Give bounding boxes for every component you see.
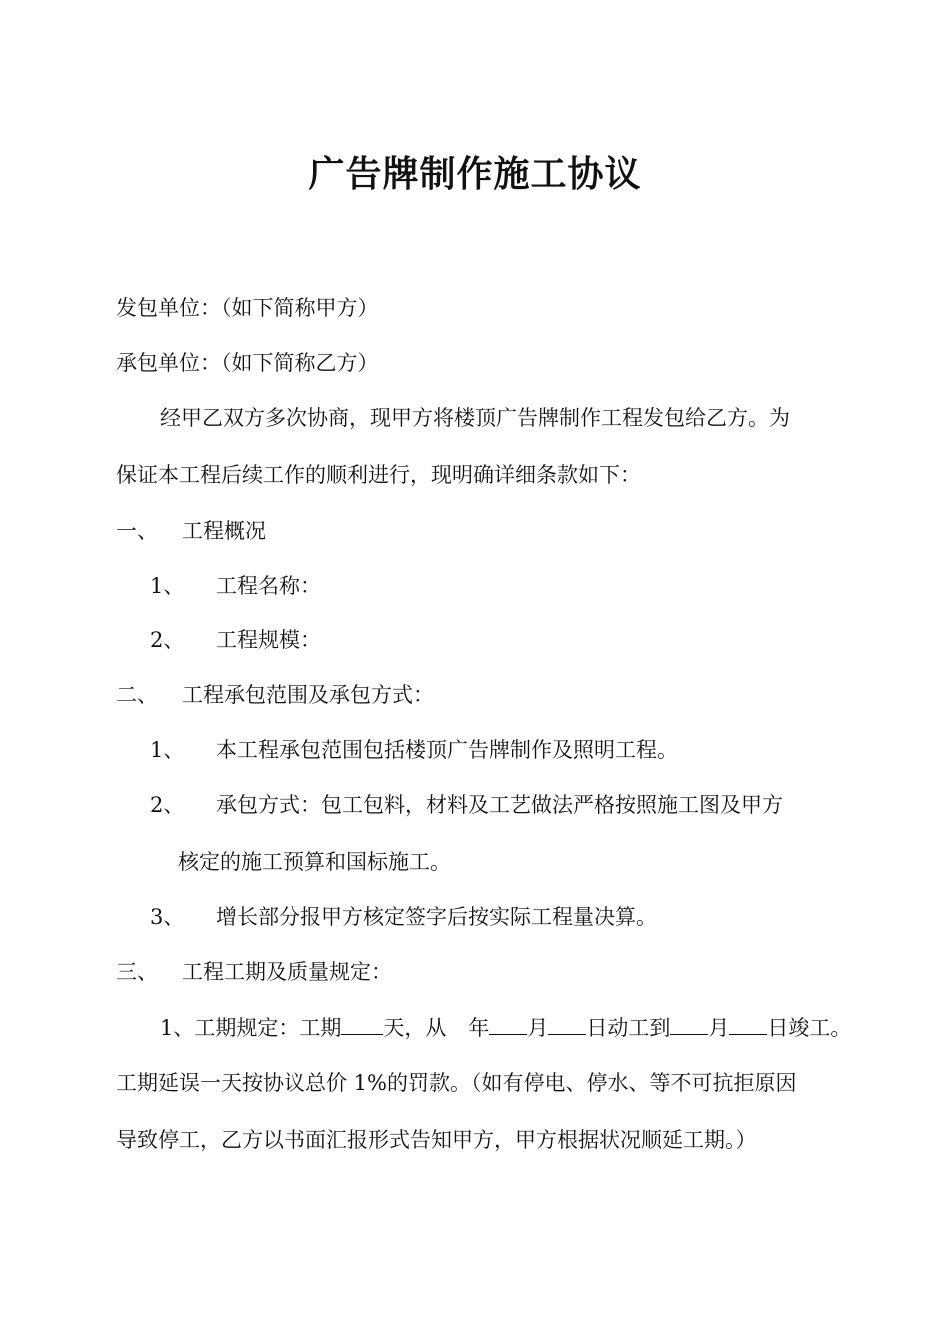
- schedule-clause-line-3: 导致停工，乙方以书面汇报形式告知甲方，甲方根据状况顺延工期。）: [116, 1128, 757, 1152]
- section-1-item-1: [150, 571, 321, 601]
- item-text: 本工程承包范围包括楼顶广告牌制作及照明工程。: [216, 738, 678, 762]
- schedule-text: 1、工期规定：工期: [160, 1016, 342, 1040]
- section-title: 工程概况: [182, 519, 266, 543]
- section-number: 一、: [116, 519, 158, 543]
- item-number: 2、: [150, 628, 185, 652]
- section-number: 三、: [116, 960, 158, 984]
- schedule-clause-line-2: 工期延误一天按协议总价 1%的罚款。（如有停电、停水、等不可抗拒原因: [116, 1071, 797, 1095]
- item-number: 1、: [150, 738, 185, 762]
- document-title: 广告牌制作施工协议: [308, 154, 642, 195]
- intro-paragraph-line-1: 经甲乙双方多次协商，现甲方将楼顶广告牌制作工程发包给乙方。为: [160, 406, 790, 430]
- section-2-item-2: [150, 790, 783, 820]
- end-month-blank: [670, 1012, 708, 1035]
- item-text: 工程规模：: [216, 628, 321, 652]
- schedule-text: 年: [468, 1016, 490, 1040]
- schedule-text: 日动工到: [586, 1016, 671, 1040]
- days-blank: [341, 1012, 383, 1035]
- item-text: 工程名称：: [216, 574, 321, 598]
- section-1-heading: [116, 516, 266, 546]
- section-2-item-3: [150, 902, 657, 932]
- item-number: 3、: [150, 905, 185, 929]
- section-number: 二、: [116, 683, 158, 707]
- intro-paragraph-line-2: 保证本工程后续工作的顺利进行，现明确详细条款如下：: [116, 463, 641, 487]
- section-title: 工程工期及质量规定：: [182, 960, 392, 984]
- schedule-text: 月: [708, 1016, 730, 1040]
- section-2-item-1: [150, 735, 678, 765]
- schedule-text: 天，从: [383, 1016, 447, 1040]
- section-1-item-2: [150, 625, 321, 655]
- item-text: 增长部分报甲方核定签字后按实际工程量决算。: [216, 905, 657, 929]
- section-2-heading: [116, 680, 434, 710]
- item-text: 承包方式：包工包料，材料及工艺做法严格按照施工图及甲方: [216, 793, 783, 817]
- section-2-item-2-continuation: 核定的施工预算和国标施工。: [178, 850, 451, 874]
- item-number: 1、: [150, 574, 185, 598]
- end-day-blank: [729, 1012, 767, 1035]
- schedule-text: 月: [527, 1016, 549, 1040]
- party-b-line: 承包单位：（如下简称乙方）: [116, 351, 379, 375]
- section-title: 工程承包范围及承包方式：: [182, 683, 434, 707]
- item-number: 2、: [150, 793, 185, 817]
- start-day-blank: [548, 1012, 586, 1035]
- start-month-blank: [489, 1012, 527, 1035]
- party-a-line: 发包单位：（如下简称甲方）: [116, 296, 379, 320]
- schedule-text: 日竣工。: [767, 1016, 852, 1040]
- section-3-heading: [116, 957, 392, 987]
- schedule-clause-line-1: [160, 1012, 851, 1043]
